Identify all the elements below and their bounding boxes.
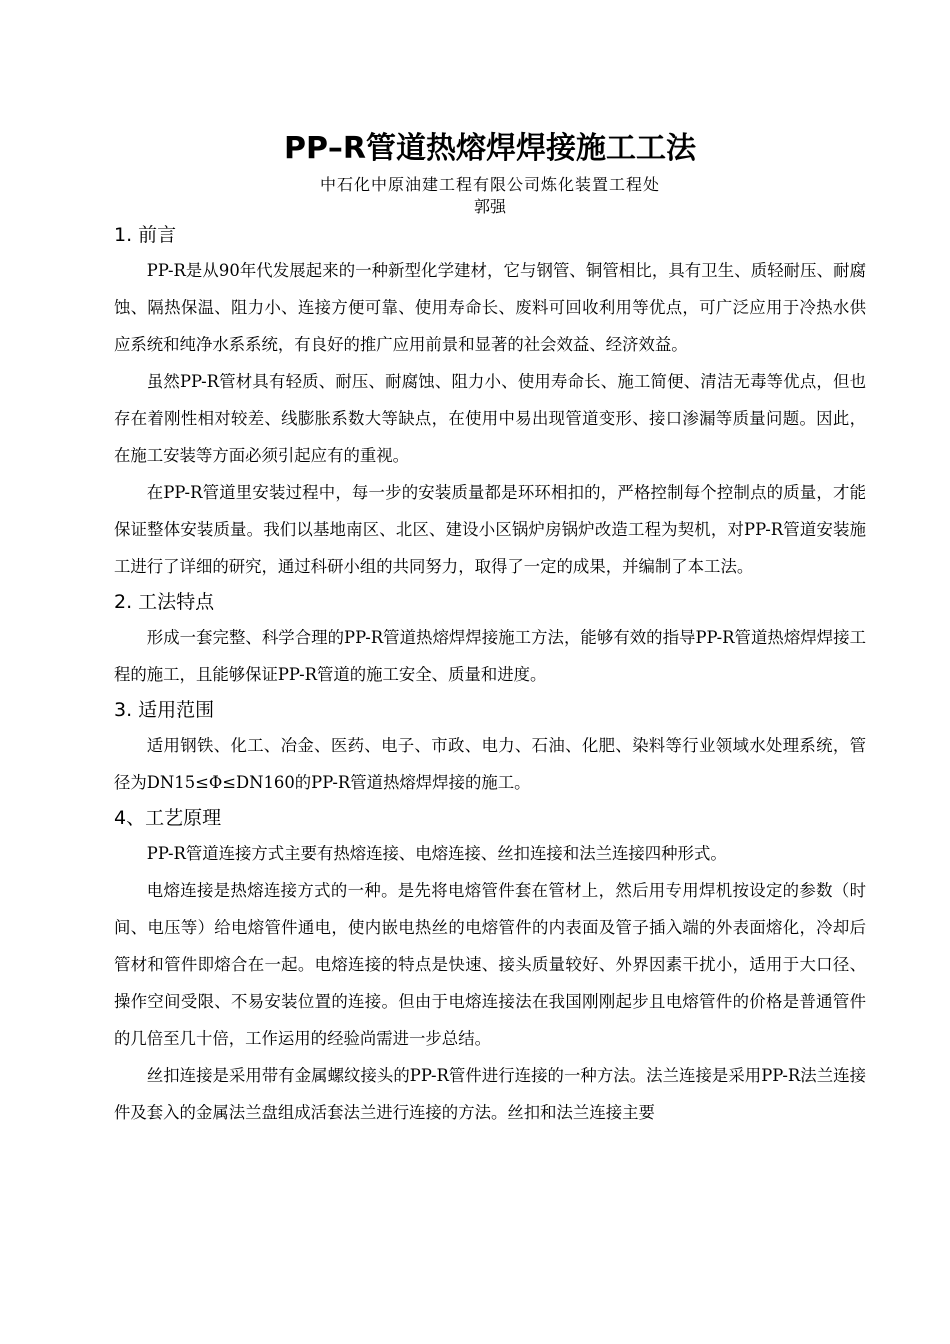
section-heading: 4、工艺原理 xyxy=(114,807,222,829)
organization-line: 中石化中原油建工程有限公司炼化装置工程处 xyxy=(319,175,660,194)
section-heading: 2. 工法特点 xyxy=(114,591,215,613)
paragraph: 适用钢铁、化工、冶金、医药、电子、市政、电力、石油、化肥、染料等行业领域水处理系统，管径为DN15≤Φ≤DN160的PP-R管道热熔焊焊接的施工。 xyxy=(114,736,866,792)
paragraph: 虽然PP-R管材具有轻质、耐压、耐腐蚀、阻力小、使用寿命长、施工简便、清洁无毒等优点，但也存在着刚性相对较差、线膨胀系数大等缺点，在使用中易出现管道变形、接口渗漏等质量问题。因此，在施工安装等方面必须引起应有的重视。 xyxy=(114,372,866,465)
section-heading: 1. 前言 xyxy=(114,224,177,246)
document-title: PP–R管道热熔焊焊接施工工法 xyxy=(283,131,697,166)
paragraph: 丝扣连接是采用带有金属螺纹接头的PP-R管件进行连接的一种方法。法兰连接是采用PP-R法兰连接件及套入的金属法兰盘组成活套法兰进行连接的方法。丝扣和法兰连接主要 xyxy=(114,1066,866,1122)
section-preface xyxy=(114,220,866,585)
paragraph: PP-R管道连接方式主要有热熔连接、电熔连接、丝扣连接和法兰连接四种形式。 xyxy=(146,844,727,863)
document-body xyxy=(114,128,866,1131)
paragraph: 形成一套完整、科学合理的PP-R管道热熔焊焊接施工方法，能够有效的指导PP-R管道热熔焊焊接工程的施工，且能够保证PP-R管道的施工安全、质量和进度。 xyxy=(114,628,866,684)
section-scope xyxy=(114,695,866,801)
paragraph: PP-R是从90年代发展起来的一种新型化学建材，它与钢管、铜管相比，具有卫生、质轻耐压、耐腐蚀、隔热保温、阻力小、连接方便可靠、使用寿命长、废料可回收利用等优点，可广泛应用于冷热水供应系统和纯净水系系统，有良好的推广应用前景和显著的社会效益、经济效益。 xyxy=(114,261,866,354)
paragraph: 在PP-R管道里安装过程中，每一步的安装质量都是环环相扣的，严格控制每个控制点的质量，才能保证整体安装质量。我们以基地南区、北区、建设小区锅炉房锅炉改造工程为契机，对PP-R管道安装施工进行了详细的研究，通过科研小组的共同努力，取得了一定的成果，并编制了本工法。 xyxy=(114,483,866,576)
section-principle xyxy=(114,803,866,1131)
paragraph: 电熔连接是热熔连接方式的一种。是先将电熔管件套在管材上，然后用专用焊机按设定的参数（时间、电压等）给电熔管件通电，使内嵌电热丝的电熔管件的内表面及管子插入端的外表面熔化，冷却后管材和管件即熔合在一起。电熔连接的特点是快速、接头质量较好、外界因素干扰小，适用于大口径、操作空间受限、不易安装位置的连接。但由于电熔连接法在我国刚刚起步且电熔管件的价格是普通管件的几倍至几十倍，工作运用的经验尚需进一步总结。 xyxy=(114,881,866,1048)
section-heading: 3. 适用范围 xyxy=(114,699,215,721)
section-features xyxy=(114,587,866,693)
author-line: 郭强 xyxy=(473,197,506,216)
